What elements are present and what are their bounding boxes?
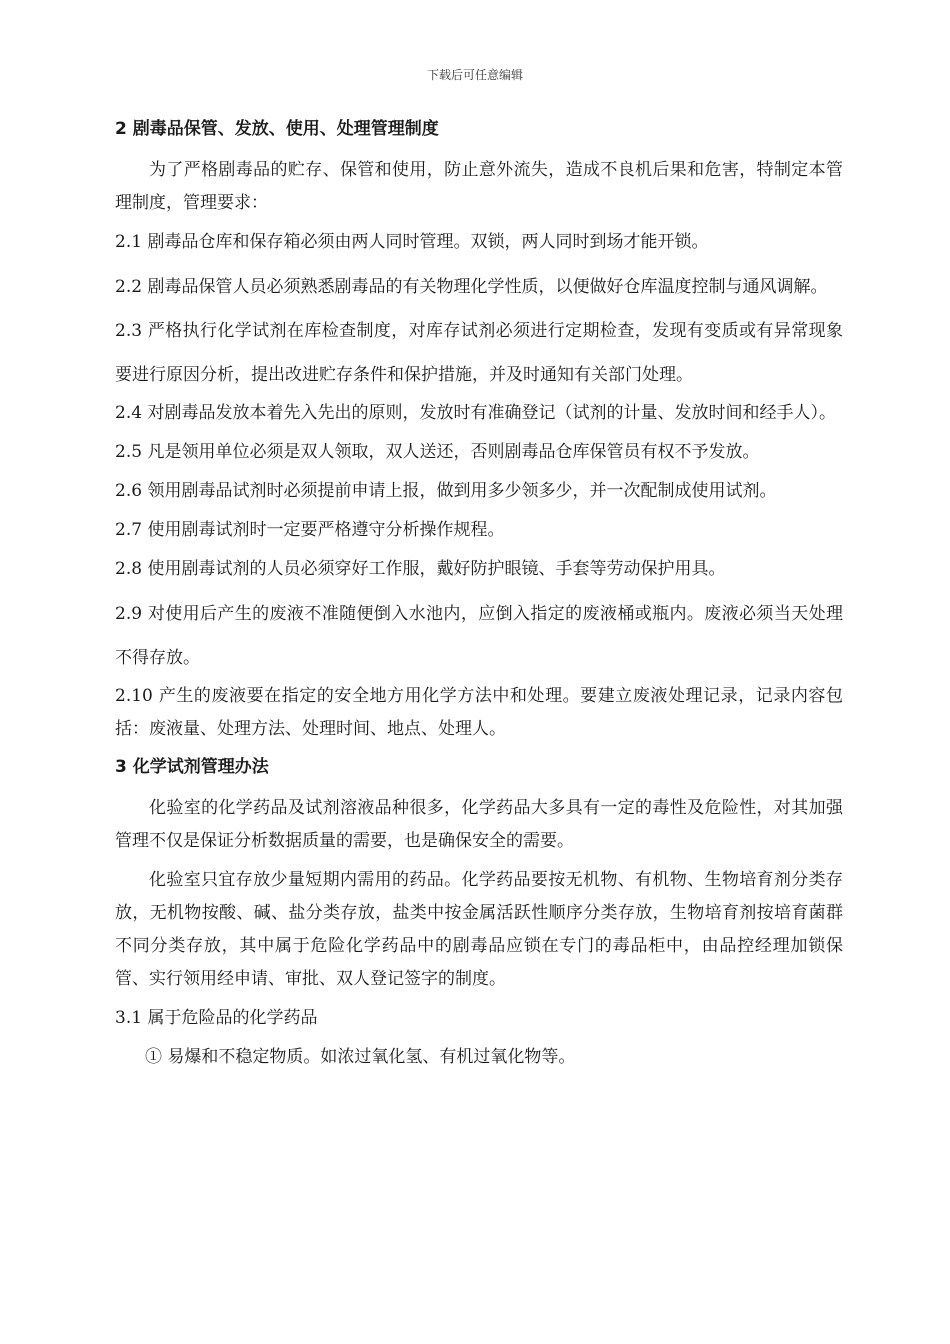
rule-2-10: 2.10 产生的废液要在指定的安全地方用化学方法中和处理。要建立废液处理记录，记录内容包括：废液量、处理方法、处理时间、地点、处理人。 (115, 686, 843, 739)
rule-2-5: 2.5 凡是领用单位必须是双人领取，双人送还，否则剧毒品仓库保管员有权不予发放。 (115, 442, 760, 462)
section-3-para-1: 化验室的化学药品及试剂溶液品种很多，化学药品大多具有一定的毒性及危险性，对其加强管理不仅是保证分析数据质量的需要，也是确保安全的需要。 (115, 798, 843, 851)
document-body (115, 110, 843, 1080)
rule-2-8: 2.8 使用剧毒试剂的人员必须穿好工作服，戴好防护眼镜、手套等劳动保护用具。 (115, 559, 726, 579)
rule-2-4: 2.4 对剧毒品发放本着先入先出的原则，发放时有准确登记（试剂的计量、发放时间和经手人）。 (115, 403, 836, 423)
section-2-title: 2 剧毒品保管、发放、使用、处理管理制度 (115, 119, 439, 139)
section-3-title: 3 化学试剂管理办法 (115, 757, 269, 777)
section-2-intro: 为了严格剧毒品的贮存、保管和使用，防止意外流失，造成不良机后果和危害，特制定本管理制度，管理要求： (115, 160, 843, 213)
subsection-3-1-item-1: ① 易爆和不稳定物质。如浓过氧化氢、有机过氧化物等。 (145, 1047, 576, 1067)
rule-2-2: 2.2 剧毒品保管人员必须熟悉剧毒品的有关物理化学性质，以便做好仓库温度控制与通风调解。 (115, 277, 828, 297)
rule-2-9: 2.9 对使用后产生的废液不准随便倒入水池内，应倒入指定的废液桶或瓶内。废液必须当天处理不得存放。 (115, 604, 843, 668)
rule-2-7: 2.7 使用剧毒试剂时一定要严格遵守分析操作规程。 (115, 520, 505, 540)
rule-2-6: 2.6 领用剧毒品试剂时必须提前申请上报，做到用多少领多少，并一次配制成使用试剂。 (115, 481, 777, 501)
rule-2-3: 2.3 严格执行化学试剂在库检查制度，对库存试剂必须进行定期检查，发现有变质或有异常现象要进行原因分析，提出改进贮存条件和保护措施，并及时通知有关部门处理。 (115, 321, 843, 385)
header-note: 下载后可任意编辑 (426, 68, 523, 82)
section-3-para-2: 化验室只宜存放少量短期内需用的药品。化学药品要按无机物、有机物、生物培育剂分类存放，无机物按酸、碱、盐分类存放，盐类中按金属活跃性顺序分类存放，生物培育剂按培育菌群不同分类存放，其中属于危险化学药品中的剧毒品应锁在专门的毒品柜中，由品控经理加锁保管、实行领用经申请、审批、双人登记签字的制度。 (115, 870, 843, 989)
rule-2-1: 2.1 剧毒品仓库和保存箱必须由两人同时管理。双锁，两人同时到场才能开锁。 (115, 232, 709, 252)
subsection-3-1-title: 3.1 属于危险品的化学药品 (115, 1008, 318, 1028)
